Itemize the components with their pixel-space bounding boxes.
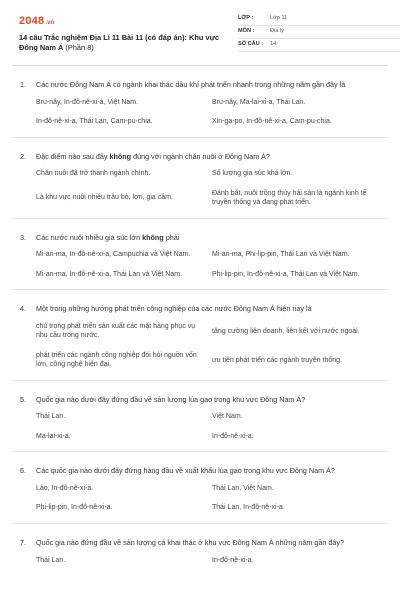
- answer-option[interactable]: Thái Lan, Việt Nam.: [212, 485, 274, 492]
- site-logo[interactable]: [19, 14, 55, 29]
- answer-options: [12, 404, 388, 451]
- logo-suffix: .vn: [45, 20, 55, 26]
- answer-option[interactable]: In-đô-nê-xi-a.: [212, 432, 254, 440]
- question-number: 1.: [20, 80, 26, 89]
- answer-option[interactable]: Số lượng gia súc khá lớn.: [212, 170, 293, 178]
- question-text-emphasis: không: [109, 151, 132, 161]
- answer-option[interactable]: Thái Lan.: [36, 413, 66, 421]
- answer-options: [12, 314, 388, 380]
- question-number: 2.: [20, 151, 26, 161]
- question-number: 3.: [20, 232, 26, 242]
- answer-option[interactable]: Xin-ga-po, In-đô-nê-xi-a, Cam-pu-chia.: [212, 118, 332, 126]
- title-part: (Phần 8): [65, 42, 94, 52]
- answer-option[interactable]: Đánh bắt, nuôi trồng thủy hải sản là ngành kinh tế truyền thống và đang phát triển.: [212, 189, 367, 207]
- answer-option[interactable]: Mi-an-ma, Phi-lip-pin, Thái Lan và Việt Nam.: [212, 251, 350, 259]
- answer-options: [12, 90, 388, 137]
- meta-label: LỚP :: [238, 15, 254, 22]
- meta-row-subject: [238, 26, 400, 39]
- answer-option[interactable]: Là khu vực nuôi nhiều trâu bò, lợn, gia cầm.: [36, 194, 173, 202]
- question-text-emphasis: không: [142, 232, 164, 242]
- logo-text: 2048: [19, 15, 45, 27]
- question-text-part: Một trong những hướng phát triển công nghiệp của các nước Đông Nam Á hiện nay là: [36, 304, 312, 314]
- meta-row-count: [238, 39, 400, 52]
- answer-option[interactable]: In-đô-nê-xi-a.: [212, 556, 254, 564]
- title-main: 14 câu Trắc nghiệm Địa Lí 11 Bài 11 (có đáp án): Khu vực Đông Nam Á: [19, 33, 220, 52]
- question-text-part: Các nước Đông Nam Á có ngành khai thác dầu khí phát triển nhanh trong những năm gần đây là: [36, 80, 346, 89]
- question-text-part: Các nước nuôi nhiều gia súc lớn: [36, 232, 143, 242]
- meta-row-class: [238, 13, 400, 26]
- answer-option[interactable]: Bru-nây, Ma-lai-xi-a, Thái Lan.: [212, 98, 306, 106]
- answer-option[interactable]: Mi-an-ma, In-đô-nê-xi-a, Campuchia và Việt Nam.: [36, 251, 191, 259]
- question-text: [12, 524, 388, 548]
- question-item: [12, 290, 388, 380]
- question-text: [12, 219, 388, 243]
- question-text-part: Đặc điểm nào sau đây: [36, 151, 110, 161]
- answer-options: [12, 161, 388, 217]
- question-text-part: phải: [163, 232, 180, 242]
- answer-option[interactable]: phát triển các ngành công nghiệp đòi hỏi nguồn vốn lớn, công nghệ hiện đại.: [36, 351, 197, 369]
- answer-option[interactable]: Phi-lip-pin, In-đô-nê-xi-a, Thái Lan và Việt Nam.: [212, 270, 360, 278]
- meta-value: 14: [270, 41, 277, 48]
- answer-options: [12, 242, 388, 289]
- meta-label: MÔN :: [238, 28, 255, 35]
- answer-option[interactable]: Ma-lai-xi-a.: [36, 432, 71, 440]
- question-text-part: đúng với ngành chăn nuôi ở Đông Nam Á?: [131, 151, 270, 161]
- question-item: [12, 66, 388, 138]
- question-text-part: Các quốc gia nào dưới đây đứng hàng đầu về xuất khẩu lúa gạo trong khu vực Đông Nam Á?: [36, 466, 335, 476]
- question-item: [12, 138, 388, 219]
- answer-options: [12, 548, 388, 575]
- answer-option[interactable]: Lào, In-đô-nê-xi-a.: [36, 485, 94, 492]
- question-text: [12, 138, 388, 162]
- page-header: [12, 0, 388, 66]
- answer-option[interactable]: chú trọng phát triển sản xuất các mặt hàng phục vụ nhu cầu trong nước.: [36, 322, 196, 340]
- question-text: [12, 66, 388, 90]
- answer-option[interactable]: tăng cường liên doanh, liên kết với nước ngoài.: [212, 327, 360, 335]
- answer-option[interactable]: Chăn nuôi đã trở thành ngành chính.: [36, 170, 151, 178]
- question-number: 6.: [20, 466, 26, 476]
- question-text: [12, 290, 388, 314]
- question-list: [12, 66, 388, 575]
- meta-value[interactable]: Địa lý: [270, 28, 284, 35]
- answer-option[interactable]: Phi-lip-pin, In-đô-nê-xi-a.: [36, 504, 113, 512]
- answer-option[interactable]: In-đô-nê-xi-a, Thái Lan, Cam-pu-chia.: [36, 118, 153, 126]
- question-item: [12, 219, 388, 291]
- answer-options: [12, 476, 388, 523]
- answer-option[interactable]: Việt Nam.: [212, 413, 243, 421]
- answer-option[interactable]: Mi-an-ma, In-đô-nê-xi-a, Thái Lan và Việt Nam.: [36, 270, 183, 278]
- question-text-part: Quốc gia nào đứng đầu về sản lượng cá khai thác ở khu vực Đông Nam Á những năm gần đây?: [36, 537, 344, 547]
- answer-option[interactable]: Thái Lan.: [36, 556, 66, 564]
- question-number: 4.: [20, 304, 26, 314]
- question-text: [12, 452, 388, 476]
- meta-value[interactable]: Lớp 11: [270, 15, 288, 22]
- question-text-part: Quốc gia nào dưới đây đứng đầu về sản lượng lúa gạo trong khu vực Đông Nam Á?: [36, 394, 306, 404]
- question-number: 7.: [20, 537, 26, 547]
- meta-label: SỐ CÂU :: [238, 41, 264, 48]
- answer-option[interactable]: Bru-nây, In-đô-nê-xi-a, Việt Nam.: [36, 98, 139, 106]
- question-number: 5.: [20, 394, 26, 404]
- page-title: [19, 33, 224, 53]
- question-item: [12, 381, 388, 453]
- answer-option[interactable]: Thái Lan, In-đô-nê-xi-a.: [212, 504, 285, 512]
- question-text: [12, 381, 388, 405]
- question-item: [12, 524, 388, 575]
- question-item: [12, 452, 388, 524]
- meta-info: [238, 13, 400, 52]
- answer-option[interactable]: ưu tiên phát triển các ngành truyền thống.: [212, 356, 342, 364]
